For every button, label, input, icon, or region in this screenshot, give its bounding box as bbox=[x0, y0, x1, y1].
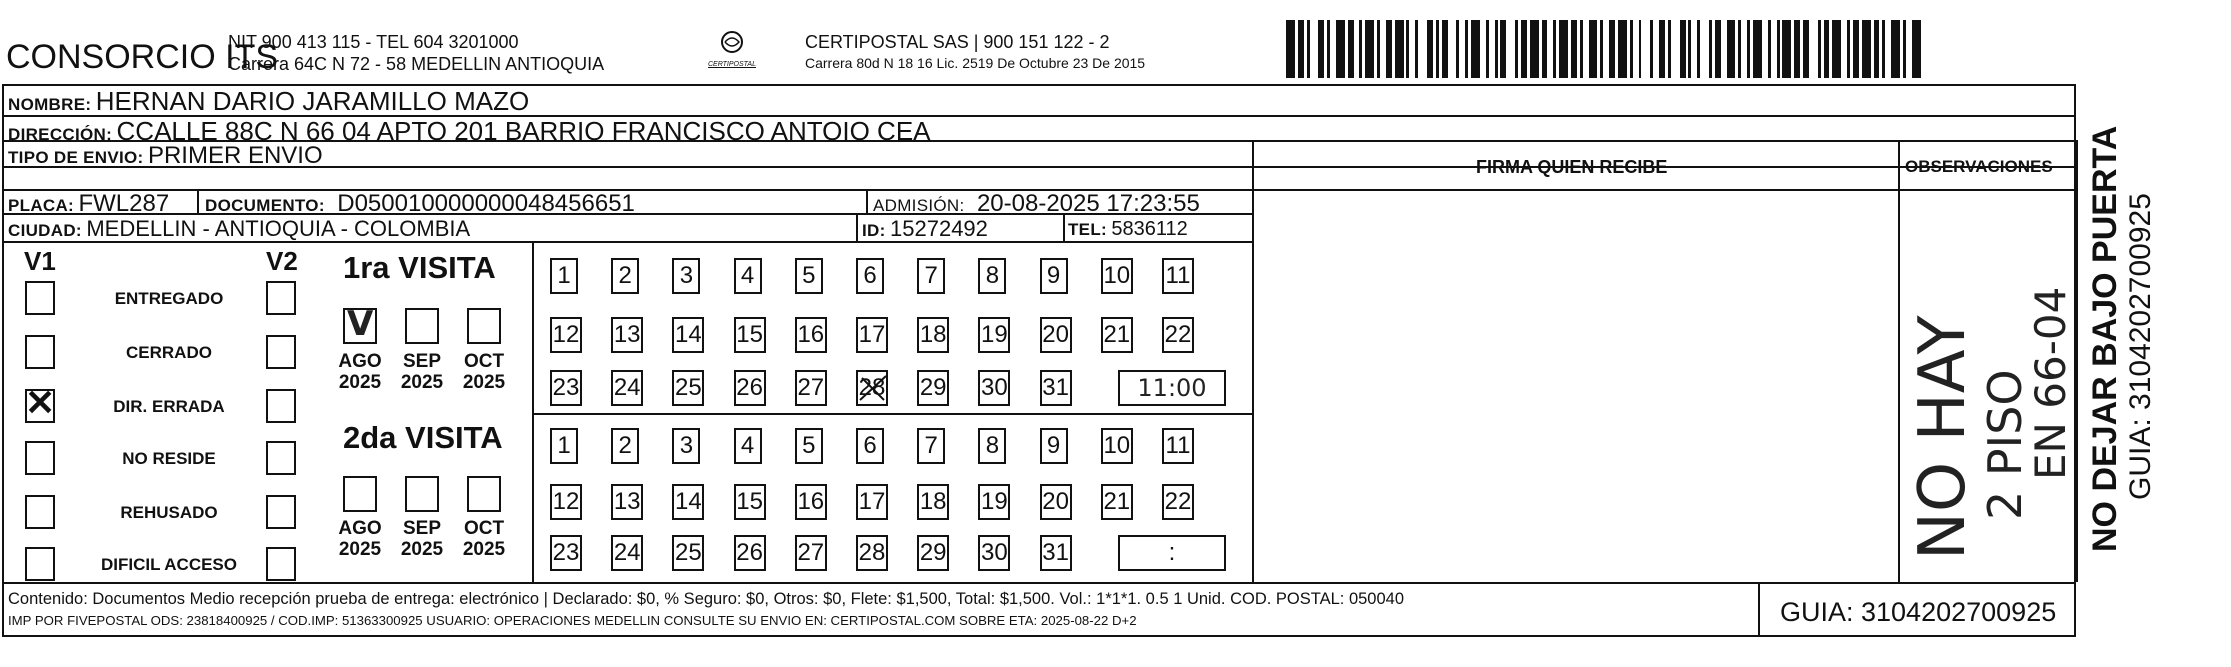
ciudad-value: MEDELLIN - ANTIOQUIA - COLOMBIA bbox=[86, 216, 471, 241]
barcode-bar bbox=[1809, 20, 1818, 78]
barcode-bar bbox=[1310, 20, 1319, 78]
day-box[interactable]: 11 bbox=[1162, 258, 1194, 294]
barcode-bar bbox=[1641, 20, 1650, 78]
nombre-value: HERNAN DARIO JARAMILLO MAZO bbox=[95, 86, 530, 116]
barcode-bar bbox=[1700, 20, 1709, 78]
day-box[interactable]: 17 bbox=[856, 317, 888, 353]
v2-header: V2 bbox=[266, 246, 298, 276]
footer-contenido: Contenido: Documentos Medio recepción prueba de entrega: electrónico | Declarado: $0, % Seguro: $0, Otros: $0, Flete: $1,500, Total: $1,500. Vol.: 1*1*1. 0.5 1 Unid. COD. POSTAL: 050040 bbox=[8, 590, 1405, 608]
ciudad-row bbox=[8, 216, 470, 242]
day-box[interactable]: 30 bbox=[978, 535, 1010, 571]
barcode bbox=[1286, 20, 1924, 78]
observacion-line-3: EN 66-04 bbox=[2026, 286, 2075, 480]
barcode-bar bbox=[1832, 20, 1841, 78]
side-warning: NO DEJAR BAJO PUERTA bbox=[2086, 125, 2124, 552]
month-label: OCT bbox=[463, 351, 505, 372]
day-box[interactable]: 22 bbox=[1162, 484, 1194, 520]
status-option-label: DIR. ERRADA bbox=[113, 397, 225, 416]
day-box[interactable]: 21 bbox=[1101, 484, 1133, 520]
month-label: AGO bbox=[338, 351, 382, 372]
month-checkbox-oct[interactable] bbox=[467, 476, 501, 512]
status-option-label: REHUSADO bbox=[120, 503, 218, 522]
day-box[interactable]: 28 bbox=[856, 535, 888, 571]
status-option-label: CERRADO bbox=[126, 343, 212, 362]
time-box[interactable]: 11:00 bbox=[1118, 370, 1226, 406]
direccion-label: DIRECCIÓN: bbox=[8, 125, 113, 144]
v2-checkbox[interactable] bbox=[266, 389, 296, 423]
logo-icon bbox=[717, 30, 747, 56]
barcode-bar bbox=[1506, 20, 1515, 78]
day-box[interactable]: 6 bbox=[856, 428, 884, 464]
day-box[interactable]: 8 bbox=[978, 258, 1006, 294]
day-box[interactable]: 11 bbox=[1162, 428, 1194, 464]
year-label: 2025 bbox=[462, 372, 506, 393]
visita2-title: 2da VISITA bbox=[343, 420, 503, 455]
barcode-bar bbox=[1589, 20, 1598, 78]
year-label: 2025 bbox=[400, 539, 444, 560]
day-box[interactable]: 6 bbox=[856, 258, 884, 294]
day-box[interactable]: 18 bbox=[917, 317, 949, 353]
company-nit: NIT 900 413 115 - TEL 604 3201000 bbox=[228, 32, 519, 52]
firma-header: FIRMA QUIEN RECIBE bbox=[1476, 157, 1668, 177]
id-label: ID: bbox=[862, 221, 886, 240]
month-label: OCT bbox=[463, 518, 505, 539]
v1-checkbox[interactable] bbox=[25, 281, 55, 315]
year-label: 2025 bbox=[338, 539, 382, 560]
barcode-bar bbox=[1921, 20, 1924, 78]
barcode-bar bbox=[1782, 20, 1791, 78]
status-option-label: ENTREGADO bbox=[114, 289, 224, 308]
day-box[interactable]: 3 bbox=[672, 258, 700, 294]
tipo-row bbox=[8, 142, 323, 170]
barcode-bar bbox=[1448, 20, 1457, 78]
barcode-bar bbox=[1530, 20, 1539, 78]
status-option-label: NO RESIDE bbox=[122, 449, 216, 468]
month-checkbox-ago[interactable] bbox=[343, 476, 377, 512]
year-label: 2025 bbox=[462, 539, 506, 560]
month-check-mark: V bbox=[347, 304, 374, 344]
barcode-bar bbox=[1753, 20, 1762, 78]
day-box[interactable]: 31 bbox=[1040, 535, 1072, 571]
placa-row bbox=[8, 190, 169, 218]
tipo-label: TIPO DE ENVIO: bbox=[8, 148, 144, 167]
barcode-bar bbox=[1671, 20, 1680, 78]
barcode-bar bbox=[1395, 20, 1404, 78]
logo-text: CERTIPOSTAL bbox=[708, 61, 756, 68]
barcode-bar bbox=[1618, 20, 1627, 78]
day-box[interactable]: 18 bbox=[917, 484, 949, 520]
year-label: 2025 bbox=[400, 372, 444, 393]
day-box[interactable]: 26 bbox=[734, 535, 766, 571]
day-box[interactable]: 13 bbox=[611, 317, 643, 353]
day-box[interactable]: 3 bbox=[672, 428, 700, 464]
day-box[interactable]: 7 bbox=[917, 428, 945, 464]
certipostal-logo bbox=[700, 30, 764, 80]
day-box[interactable]: 19 bbox=[978, 484, 1010, 520]
company-address: Carrera 64C N 72 - 58 MEDELLIN ANTIOQUIA bbox=[228, 54, 605, 74]
v1-checkbox[interactable] bbox=[25, 441, 55, 475]
day-box[interactable]: 23 bbox=[550, 535, 582, 571]
day-box[interactable]: 20 bbox=[1040, 484, 1072, 520]
day-box[interactable]: 13 bbox=[611, 484, 643, 520]
day-box[interactable]: 12 bbox=[550, 317, 582, 353]
barcode-bar bbox=[1559, 20, 1568, 78]
v1-check-mark: ✕ bbox=[25, 382, 56, 423]
v1-checkbox[interactable] bbox=[25, 495, 55, 529]
day-box[interactable]: 29 bbox=[917, 370, 949, 406]
day-box[interactable]: 12 bbox=[550, 484, 582, 520]
admision-value: 20-08-2025 17:23:55 bbox=[976, 190, 1200, 217]
barcode-bar bbox=[1365, 20, 1374, 78]
documento-row bbox=[205, 190, 635, 218]
v2-checkbox[interactable] bbox=[266, 495, 296, 529]
day-box[interactable]: 15 bbox=[734, 484, 766, 520]
day-box[interactable]: 1 bbox=[550, 258, 578, 294]
placa-label: PLACA: bbox=[8, 196, 75, 215]
day-box[interactable]: 29 bbox=[917, 535, 949, 571]
day-box[interactable]: 17 bbox=[856, 484, 888, 520]
day-box[interactable]: 16 bbox=[795, 317, 827, 353]
day-box[interactable]: 20 bbox=[1040, 317, 1072, 353]
day-box[interactable]: 27 bbox=[795, 370, 827, 406]
tipo-value: PRIMER ENVIO bbox=[147, 142, 323, 169]
day-box[interactable]: 28 bbox=[856, 370, 888, 406]
footer-imp: IMP POR FIVEPOSTAL ODS: 23818400925 / COD.IMP: 51363300925 USUARIO: OPERACIONES MEDELLIN CONSULTE SU ENVIO EN: CERTIPOSTAL.COM SOBRE ETA: 2025-08-22 D+2 bbox=[8, 613, 1137, 628]
nombre-label: NOMBRE: bbox=[8, 95, 92, 114]
day-box[interactable]: 21 bbox=[1101, 317, 1133, 353]
month-checkbox-sep[interactable] bbox=[405, 476, 439, 512]
day-box[interactable]: 7 bbox=[917, 258, 945, 294]
day-box[interactable]: 30 bbox=[978, 370, 1010, 406]
barcode-bar bbox=[1286, 20, 1295, 78]
barcode-bar bbox=[1471, 20, 1480, 78]
company-name: CONSORCIO ITS bbox=[6, 38, 279, 76]
observacion-line-1: NO HAY bbox=[1906, 315, 1980, 560]
status-option-label: DIFICIL ACCESO bbox=[100, 555, 237, 574]
day-box[interactable]: 27 bbox=[795, 535, 827, 571]
footer-guia: GUIA: 3104202700925 bbox=[1780, 597, 2057, 627]
day-box[interactable]: 9 bbox=[1040, 428, 1068, 464]
barcode-bar bbox=[1418, 20, 1427, 78]
day-box[interactable]: 19 bbox=[978, 317, 1010, 353]
month-checkbox-sep[interactable] bbox=[405, 308, 439, 344]
day-box[interactable]: 22 bbox=[1162, 317, 1194, 353]
time-box[interactable]: : bbox=[1118, 535, 1226, 571]
nombre-row bbox=[8, 86, 529, 117]
day-box[interactable]: 10 bbox=[1101, 428, 1133, 464]
placa-value: FWL287 bbox=[78, 190, 170, 217]
month-label: AGO bbox=[338, 518, 382, 539]
side-guia: GUIA: 3104202700925 bbox=[2124, 193, 2157, 500]
day-box[interactable]: 2 bbox=[611, 428, 639, 464]
day-box[interactable]: 24 bbox=[611, 535, 643, 571]
day-strike-mark bbox=[858, 372, 886, 404]
barcode-bar bbox=[1336, 20, 1345, 78]
id-row bbox=[862, 216, 988, 242]
barcode-bar bbox=[1727, 20, 1736, 78]
year-label: 2025 bbox=[338, 372, 382, 393]
day-box[interactable]: 14 bbox=[672, 484, 704, 520]
month-checkbox-ago[interactable] bbox=[343, 304, 377, 344]
day-box[interactable]: 25 bbox=[672, 535, 704, 571]
ciudad-label: CIUDAD: bbox=[8, 221, 82, 240]
tel-value: 5836112 bbox=[1111, 218, 1188, 240]
v1-checkbox[interactable] bbox=[25, 335, 55, 369]
documento-value: D050010000000048456651 bbox=[337, 190, 635, 217]
day-box[interactable]: 24 bbox=[611, 370, 643, 406]
v2-checkbox[interactable] bbox=[266, 281, 296, 315]
day-box[interactable]: 15 bbox=[734, 317, 766, 353]
v1-header: V1 bbox=[24, 246, 56, 276]
day-box[interactable]: 4 bbox=[734, 258, 762, 294]
v1-checkbox[interactable] bbox=[25, 382, 56, 423]
day-box[interactable]: 5 bbox=[795, 428, 823, 464]
day-box[interactable]: 8 bbox=[978, 428, 1006, 464]
day-box[interactable]: 23 bbox=[550, 370, 582, 406]
v2-checkbox[interactable] bbox=[266, 335, 296, 369]
tel-row bbox=[1068, 218, 1188, 241]
id-value: 15272492 bbox=[890, 216, 988, 241]
admision-row bbox=[873, 190, 1200, 218]
visita1-title: 1ra VISITA bbox=[343, 250, 496, 285]
day-box[interactable]: 16 bbox=[795, 484, 827, 520]
observaciones-header: OBSERVACIONES bbox=[1905, 157, 2053, 176]
day-box[interactable]: 25 bbox=[672, 370, 704, 406]
day-box[interactable]: 9 bbox=[1040, 258, 1068, 294]
day-box[interactable]: 1 bbox=[550, 428, 578, 464]
month-checkbox-oct[interactable] bbox=[467, 308, 501, 344]
carrier-line: CERTIPOSTAL SAS | 900 151 122 - 2 bbox=[805, 32, 1110, 52]
observacion-line-2: 2 PISO bbox=[1978, 369, 2032, 520]
v1-checkbox[interactable] bbox=[25, 547, 55, 581]
month-label: SEP bbox=[402, 351, 442, 372]
day-box[interactable]: 5 bbox=[795, 258, 823, 294]
barcode-bar bbox=[1862, 20, 1871, 78]
month-label: SEP bbox=[402, 518, 442, 539]
carrier-address: Carrera 80d N 18 16 Lic. 2519 De Octubre 23 De 2015 bbox=[805, 55, 1146, 71]
day-box[interactable]: 4 bbox=[734, 428, 762, 464]
tel-label: TEL: bbox=[1068, 220, 1107, 239]
admision-label: ADMISIÓN: bbox=[873, 196, 965, 215]
day-box[interactable]: 2 bbox=[611, 258, 639, 294]
direccion-value: CCALLE 88C N 66 04 APTO 201 BARRIO FRANCISCO ANTOIO CEA bbox=[116, 116, 931, 146]
barcode-bar bbox=[1912, 20, 1921, 78]
day-box[interactable]: 31 bbox=[1040, 370, 1072, 406]
barcode-bar bbox=[1891, 20, 1900, 78]
day-box[interactable]: 14 bbox=[672, 317, 704, 353]
v2-checkbox[interactable] bbox=[266, 547, 296, 581]
v2-checkbox[interactable] bbox=[266, 441, 296, 475]
day-box[interactable]: 26 bbox=[734, 370, 766, 406]
day-box[interactable]: 10 bbox=[1101, 258, 1133, 294]
documento-label: DOCUMENTO: bbox=[205, 196, 325, 215]
